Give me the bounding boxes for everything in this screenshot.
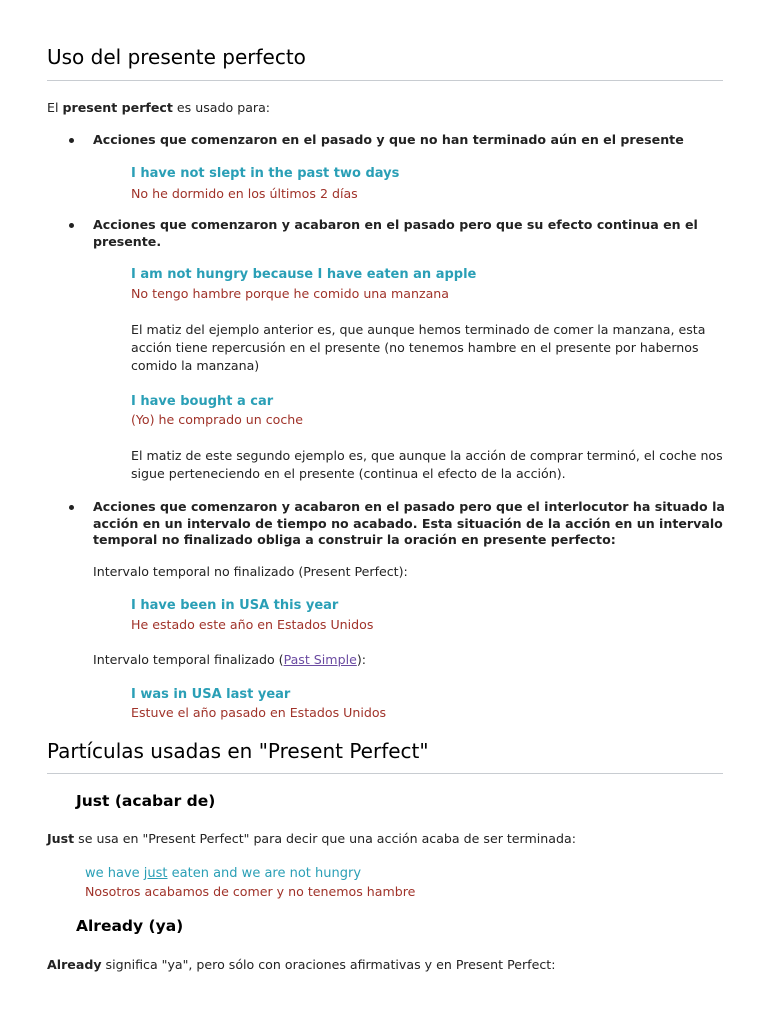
- example-english: I have bought a car: [131, 394, 274, 409]
- bullet-dot: [69, 505, 74, 510]
- section-title-uso: Uso del presente perfecto: [47, 45, 306, 69]
- example-english: we have just eaten and we are not hungry: [85, 866, 362, 881]
- subheading-already: Already (ya): [76, 917, 184, 935]
- example-english: I am not hungry because I have eaten an apple: [131, 267, 477, 282]
- interval-open-label: Intervalo temporal no finalizado (Present Perfect):: [93, 564, 408, 579]
- example-spanish: Nosotros acabamos de comer y no tenemos hambre: [85, 884, 416, 899]
- bullet-item-1: Acciones que comenzaron en el pasado y que no han terminado aún en el presente: [93, 132, 684, 147]
- past-simple-link[interactable]: Past Simple: [283, 652, 357, 667]
- section-title-particulas: Partículas usadas en "Present Perfect": [47, 739, 429, 763]
- already-description: Already significa "ya", pero sólo con oraciones afirmativas y en Present Perfect:: [47, 957, 556, 972]
- example-english: I was in USA last year: [131, 687, 291, 702]
- example-spanish: No tengo hambre porque he comido una manzana: [131, 286, 450, 301]
- example-english: I have not slept in the past two days: [131, 166, 400, 181]
- divider: [47, 773, 723, 774]
- bullet-item-2: Acciones que comenzaron y acabaron en el pasado pero que su efecto continua en el presente.: [93, 217, 698, 249]
- interval-closed-label: Intervalo temporal finalizado (Past Simple):: [93, 652, 366, 667]
- intro-text: El present perfect es usado para:: [47, 100, 271, 115]
- explanation-note: El matiz de este segundo ejemplo es, que aunque la acción de comprar terminó, el coche nos sigue perteneciendo en el presente (continua el efecto de la acción).: [131, 448, 723, 481]
- example-spanish: No he dormido en los últimos 2 días: [131, 186, 358, 201]
- example-spanish: (Yo) he comprado un coche: [131, 412, 304, 427]
- example-english: I have been in USA this year: [131, 598, 339, 613]
- subheading-just: Just (acabar de): [76, 792, 216, 810]
- just-description: Just se usa en "Present Perfect" para decir que una acción acaba de ser terminada:: [47, 831, 576, 846]
- bullet-dot: [69, 223, 74, 228]
- example-spanish: Estuve el año pasado en Estados Unidos: [131, 705, 387, 720]
- bullet-dot: [69, 138, 74, 143]
- bullet-item-3: Acciones que comenzaron y acabaron en el pasado pero que el interlocutor ha situado la acción en un intervalo de tiempo no acabado. Esta situación de la acción en un intervalo temporal no finalizado obliga a construir la oración en presente perfecto:: [93, 499, 725, 547]
- example-spanish: He estado este año en Estados Unidos: [131, 617, 374, 632]
- explanation-note: El matiz del ejemplo anterior es, que aunque hemos terminado de comer la manzana, esta acción tiene repercusión en el presente (no tenemos hambre en el presente por habernos comido la manzana): [131, 322, 706, 373]
- divider: [47, 80, 723, 81]
